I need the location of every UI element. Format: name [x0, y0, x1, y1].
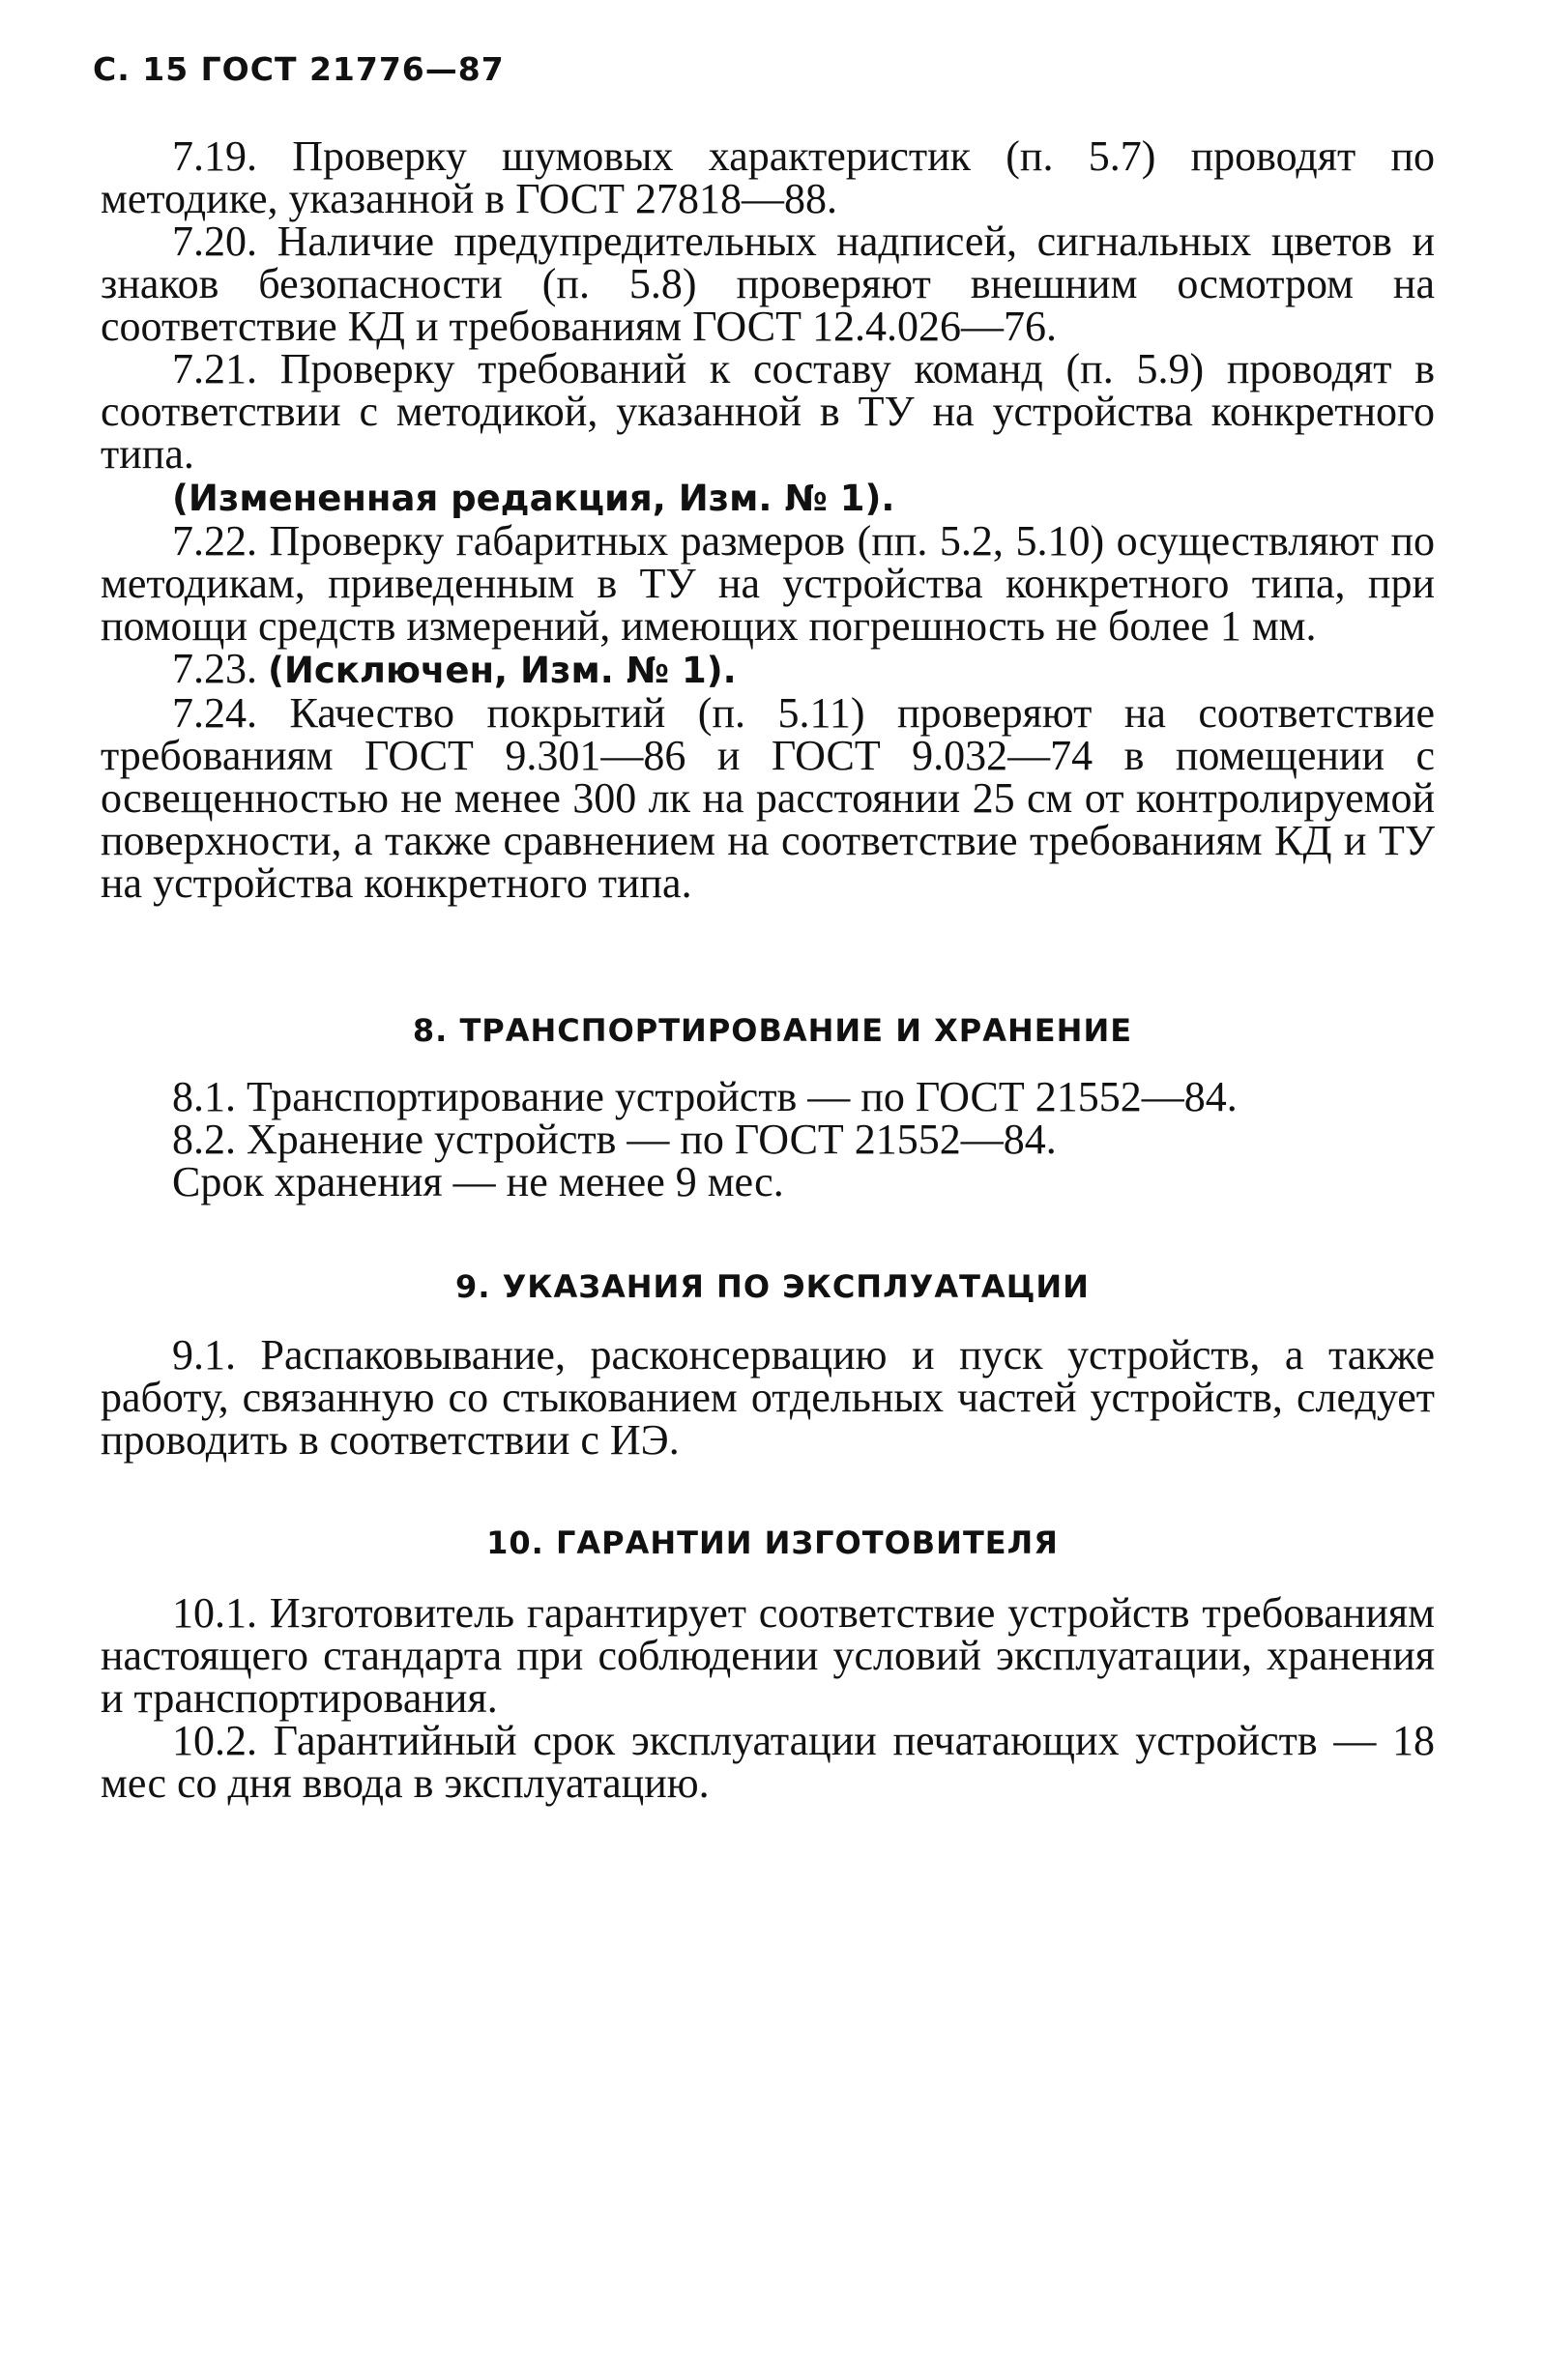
paragraph-7-21-note	[101, 476, 1435, 520]
paragraph-7-23	[101, 645, 1435, 692]
section-9-title: 9. УКАЗАНИЯ ПО ЭКСПЛУАТАЦИИ	[455, 1268, 1090, 1305]
paragraph-8-1: 8.1. Транспортирование устройств — по ГОСТ 21552—84.	[172, 1073, 1238, 1120]
excluded-note: (Исключен, Изм. № 1).	[268, 650, 737, 691]
section-8-body	[101, 1073, 1435, 1205]
paragraph-8-2-storage: Срок хранения — не менее 9 мес.	[172, 1158, 784, 1205]
paragraph-7-23-number: 7.23.	[172, 645, 257, 692]
paragraph-8-2: 8.2. Хранение устройств — по ГОСТ 21552—84.	[172, 1116, 1057, 1163]
paragraph-7-20: 7.20. Наличие предупредительных надписей, сигнальных цветов и знаков безопасности (п. 5.8) проверяют внешним осмотром на соответствие КД и требованиям ГОСТ 12.4.026—76.	[101, 218, 1435, 350]
paragraph-7-24: 7.24. Качество покрытий (п. 5.11) проверяют на соответствие требованиям ГОСТ 9.301—86 и ГОСТ 9.032—74 в помещении с освещенностью не менее 300 лк на расстоянии 25 см от контролируемой поверхности, а также сравнением на соответствие требованиям КД и ТУ на устройства конкретного типа.	[101, 689, 1435, 907]
paragraph-10-1: 10.1. Изготовитель гарантирует соответствие устройств требованиям настоящего стандарта при соблюдении условий эксплуатации, хранения и транспортирования.	[101, 1589, 1435, 1722]
section-10-body	[101, 1589, 1435, 1807]
amendment-note: (Измененная редакция, Изм. № 1).	[172, 478, 895, 519]
paragraph-7-22: 7.22. Проверку габаритных размеров (пп. 5.2, 5.10) осуществляют по методикам, приведенным в ТУ на устройства конкретного типа, при помощи средств измерений, имеющих погрешность не более 1 мм.	[101, 517, 1435, 650]
section-7-body	[101, 132, 1435, 907]
paragraph-7-19: 7.19. Проверку шумовых характеристик (п. 5.7) проводят по методике, указанной в ГОСТ 27818—88.	[101, 132, 1435, 222]
section-8-title: 8. ТРАНСПОРТИРОВАНИЕ И ХРАНЕНИЕ	[412, 1012, 1133, 1049]
paragraph-10-2: 10.2. Гарантийный срок эксплуатации печатающих устройств — 18 мес со дня ввода в эксплуатацию.	[101, 1717, 1435, 1807]
section-9-body	[101, 1331, 1435, 1464]
paragraph-7-21: 7.21. Проверку требований к составу команд (п. 5.9) проводят в соответствии с методикой, указанной в ТУ на устройства конкретного типа.	[101, 345, 1435, 478]
page-header: С. 15 ГОСТ 21776—87	[93, 50, 505, 88]
paragraph-9-1: 9.1. Распаковывание, расконсервацию и пуск устройств, а также работу, связанную со стыкованием отдельных частей устройств, следует проводить в соответствии с ИЭ.	[101, 1331, 1435, 1464]
section-10-title: 10. ГАРАНТИИ ИЗГОТОВИТЕЛЯ	[486, 1524, 1059, 1561]
